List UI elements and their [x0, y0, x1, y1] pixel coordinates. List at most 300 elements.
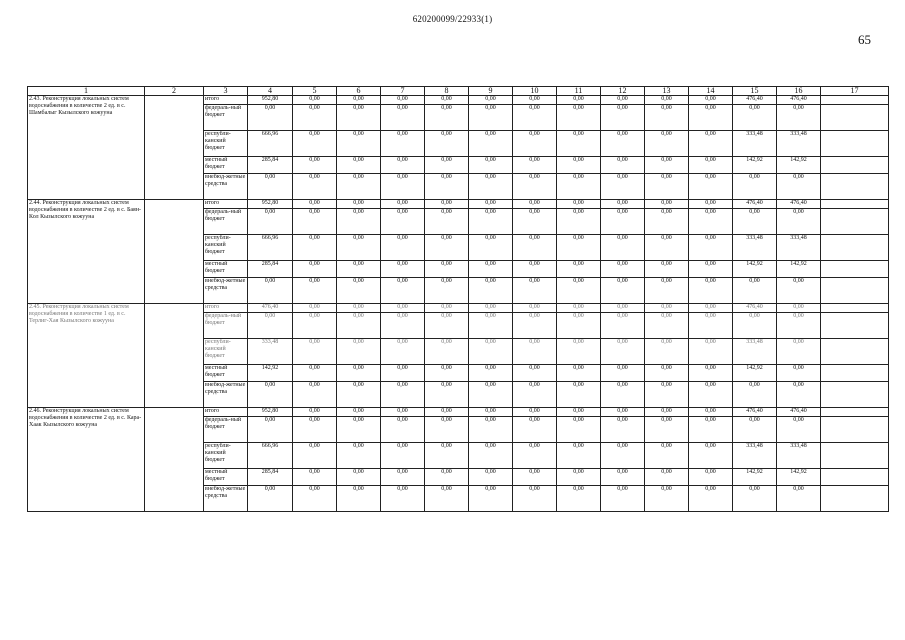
value-cell: 285,84	[248, 157, 293, 174]
value-cell: 0,00	[381, 486, 425, 512]
value-cell: 0,00	[469, 200, 513, 209]
value-cell: 142,92	[777, 261, 821, 278]
value-cell	[821, 261, 889, 278]
value-cell: 0,00	[469, 278, 513, 304]
column-2-cell	[145, 200, 204, 304]
value-cell: 0,00	[645, 365, 689, 382]
column-header-13: 13	[645, 87, 689, 96]
value-cell: 0,00	[425, 131, 469, 157]
value-cell: 142,92	[733, 261, 777, 278]
value-cell: 0,00	[425, 200, 469, 209]
value-cell: 0,00	[248, 278, 293, 304]
value-cell: 0,00	[777, 365, 821, 382]
value-cell: 0,00	[381, 235, 425, 261]
column-header-4: 4	[248, 87, 293, 96]
funding-source: внебюд-жетные средства	[204, 382, 248, 408]
value-cell: 0,00	[381, 105, 425, 131]
value-cell: 0,00	[513, 339, 557, 365]
value-cell	[821, 157, 889, 174]
value-cell: 0,00	[293, 235, 337, 261]
value-cell: 0,00	[777, 339, 821, 365]
value-cell	[821, 408, 889, 417]
value-cell	[821, 131, 889, 157]
value-cell: 476,40	[777, 408, 821, 417]
value-cell: 0,00	[601, 443, 645, 469]
value-cell	[821, 200, 889, 209]
value-cell: 0,00	[689, 365, 733, 382]
value-cell: 0,00	[557, 200, 601, 209]
value-cell: 0,00	[337, 382, 381, 408]
value-cell	[821, 365, 889, 382]
value-cell: 0,00	[381, 365, 425, 382]
table-row	[28, 96, 889, 105]
value-cell: 0,00	[337, 200, 381, 209]
value-cell: 0,00	[557, 209, 601, 235]
value-cell: 0,00	[777, 209, 821, 235]
value-cell: 0,00	[337, 235, 381, 261]
value-cell: 0,00	[381, 261, 425, 278]
value-cell: 476,40	[733, 96, 777, 105]
value-cell: 0,00	[337, 174, 381, 200]
value-cell: 0,00	[513, 417, 557, 443]
value-cell: 0,00	[381, 304, 425, 313]
value-cell: 0,00	[645, 304, 689, 313]
value-cell: 0,00	[777, 417, 821, 443]
value-cell: 0,00	[777, 313, 821, 339]
column-header-2: 2	[145, 87, 204, 96]
value-cell: 0,00	[293, 96, 337, 105]
value-cell: 0,00	[381, 131, 425, 157]
value-cell: 142,92	[777, 469, 821, 486]
value-cell: 0,00	[557, 261, 601, 278]
value-cell: 0,00	[469, 105, 513, 131]
value-cell: 0,00	[645, 235, 689, 261]
value-cell	[821, 313, 889, 339]
value-cell: 285,84	[248, 261, 293, 278]
table-row	[28, 408, 889, 417]
value-cell: 0,00	[293, 408, 337, 417]
value-cell	[821, 235, 889, 261]
value-cell: 0,00	[293, 417, 337, 443]
value-cell: 0,00	[381, 469, 425, 486]
funding-source: внебюд-жетные средства	[204, 278, 248, 304]
value-cell: 0,00	[645, 105, 689, 131]
funding-source: итого	[204, 200, 248, 209]
column-header-5: 5	[293, 87, 337, 96]
value-cell: 0,00	[645, 408, 689, 417]
value-cell: 0,00	[513, 278, 557, 304]
value-cell: 0,00	[469, 313, 513, 339]
value-cell: 476,40	[777, 200, 821, 209]
value-cell: 0,00	[601, 469, 645, 486]
value-cell: 0,00	[293, 304, 337, 313]
value-cell: 333,48	[733, 443, 777, 469]
value-cell: 666,96	[248, 235, 293, 261]
value-cell: 0,00	[469, 443, 513, 469]
value-cell	[821, 443, 889, 469]
value-cell: 0,00	[513, 105, 557, 131]
column-2-cell	[145, 408, 204, 512]
value-cell: 666,96	[248, 443, 293, 469]
value-cell: 0,00	[337, 96, 381, 105]
value-cell: 0,00	[425, 313, 469, 339]
value-cell: 0,00	[557, 131, 601, 157]
column-header-15: 15	[733, 87, 777, 96]
value-cell: 0,00	[601, 417, 645, 443]
event-name: 2.43. Реконструкция локальных систем водоснабжения в количестве 2 ед. в с. Шамбалыг Кызылского кожууна	[28, 96, 145, 200]
value-cell: 0,00	[733, 486, 777, 512]
value-cell: 0,00	[601, 486, 645, 512]
value-cell: 0,00	[425, 304, 469, 313]
value-cell: 0,00	[645, 313, 689, 339]
value-cell: 0,00	[689, 105, 733, 131]
value-cell: 0,00	[513, 131, 557, 157]
value-cell: 0,00	[557, 408, 601, 417]
value-cell: 0,00	[337, 313, 381, 339]
document-id: 620200099/22933(1)	[412, 14, 493, 24]
value-cell: 0,00	[425, 174, 469, 200]
value-cell: 0,00	[293, 443, 337, 469]
value-cell	[821, 174, 889, 200]
value-cell: 333,48	[733, 131, 777, 157]
value-cell	[821, 486, 889, 512]
column-header-9: 9	[469, 87, 513, 96]
value-cell: 0,00	[248, 486, 293, 512]
page-number: 65	[858, 32, 871, 47]
value-cell: 0,00	[248, 105, 293, 131]
value-cell: 476,40	[733, 304, 777, 313]
event-name: 2.46. Реконструкция локальных систем водоснабжения в количестве 2 ед. в с. Кара-Хаак Кызылского кожууна	[28, 408, 145, 512]
value-cell: 0,00	[601, 174, 645, 200]
value-cell: 0,00	[689, 486, 733, 512]
value-cell: 142,92	[733, 365, 777, 382]
funding-source: внебюд-жетные средства	[204, 174, 248, 200]
value-cell: 0,00	[337, 365, 381, 382]
value-cell: 0,00	[645, 96, 689, 105]
value-cell: 333,48	[777, 131, 821, 157]
value-cell: 0,00	[777, 174, 821, 200]
funding-source: местный бюджет	[204, 469, 248, 486]
value-cell: 0,00	[425, 365, 469, 382]
value-cell: 0,00	[513, 313, 557, 339]
value-cell: 0,00	[469, 469, 513, 486]
value-cell: 952,80	[248, 408, 293, 417]
value-cell: 0,00	[248, 382, 293, 408]
value-cell: 0,00	[469, 486, 513, 512]
value-cell: 0,00	[645, 174, 689, 200]
value-cell: 0,00	[425, 443, 469, 469]
funding-source: федераль-ный бюджет	[204, 417, 248, 443]
value-cell: 0,00	[381, 157, 425, 174]
funding-source: местный бюджет	[204, 157, 248, 174]
value-cell: 0,00	[777, 105, 821, 131]
value-cell: 0,00	[645, 417, 689, 443]
value-cell: 0,00	[293, 486, 337, 512]
value-cell: 0,00	[293, 261, 337, 278]
value-cell: 0,00	[337, 105, 381, 131]
value-cell: 0,00	[557, 304, 601, 313]
value-cell: 0,00	[469, 235, 513, 261]
value-cell: 0,00	[601, 96, 645, 105]
value-cell: 0,00	[733, 313, 777, 339]
value-cell: 0,00	[601, 278, 645, 304]
event-name: 2.45. Реконструкция локальных систем водоснабжения в количестве 1 ед. в с. Терлиг-Хая Кызылского кожууна	[28, 304, 145, 408]
value-cell: 0,00	[513, 382, 557, 408]
value-cell: 0,00	[293, 382, 337, 408]
value-cell: 0,00	[381, 408, 425, 417]
value-cell: 0,00	[513, 486, 557, 512]
value-cell: 0,00	[513, 443, 557, 469]
value-cell: 0,00	[557, 278, 601, 304]
value-cell: 0,00	[601, 339, 645, 365]
funding-source: республи-канский бюджет	[204, 443, 248, 469]
value-cell: 0,00	[425, 157, 469, 174]
funding-source: республи-канский бюджет	[204, 339, 248, 365]
value-cell: 0,00	[689, 200, 733, 209]
value-cell: 0,00	[601, 408, 645, 417]
value-cell: 0,00	[469, 209, 513, 235]
value-cell: 0,00	[733, 105, 777, 131]
value-cell: 0,00	[337, 339, 381, 365]
value-cell: 0,00	[469, 382, 513, 408]
value-cell: 0,00	[513, 304, 557, 313]
column-header-14: 14	[689, 87, 733, 96]
value-cell: 0,00	[645, 278, 689, 304]
value-cell: 0,00	[645, 469, 689, 486]
value-cell: 0,00	[733, 174, 777, 200]
value-cell: 0,00	[381, 417, 425, 443]
budget-table	[27, 86, 889, 512]
value-cell: 0,00	[425, 261, 469, 278]
value-cell: 0,00	[381, 443, 425, 469]
value-cell: 0,00	[689, 157, 733, 174]
funding-source: итого	[204, 96, 248, 105]
value-cell: 333,48	[777, 443, 821, 469]
event-name: 2.44. Реконструкция локальных систем водоснабжения в количестве 2 ед. в с. Баян-Кол Кызылского кожууна	[28, 200, 145, 304]
value-cell: 0,00	[293, 365, 337, 382]
column-header-1: 1	[28, 87, 145, 96]
value-cell: 0,00	[513, 174, 557, 200]
value-cell: 0,00	[337, 443, 381, 469]
value-cell: 0,00	[513, 200, 557, 209]
value-cell: 0,00	[557, 486, 601, 512]
value-cell: 0,00	[557, 469, 601, 486]
value-cell: 0,00	[513, 261, 557, 278]
column-header-8: 8	[425, 87, 469, 96]
value-cell: 0,00	[513, 408, 557, 417]
value-cell: 0,00	[513, 235, 557, 261]
value-cell: 0,00	[557, 443, 601, 469]
column-header-10: 10	[513, 87, 557, 96]
value-cell: 0,00	[601, 209, 645, 235]
column-header-11: 11	[557, 87, 601, 96]
value-cell: 333,48	[733, 339, 777, 365]
value-cell: 0,00	[425, 486, 469, 512]
value-cell: 0,00	[689, 235, 733, 261]
value-cell: 0,00	[425, 278, 469, 304]
column-header-6: 6	[337, 87, 381, 96]
value-cell: 0,00	[777, 278, 821, 304]
value-cell: 0,00	[689, 417, 733, 443]
value-cell: 333,48	[733, 235, 777, 261]
value-cell: 0,00	[425, 408, 469, 417]
value-cell: 0,00	[381, 382, 425, 408]
value-cell: 666,96	[248, 131, 293, 157]
value-cell: 0,00	[381, 339, 425, 365]
value-cell: 0,00	[733, 382, 777, 408]
value-cell: 0,00	[469, 261, 513, 278]
value-cell: 0,00	[645, 131, 689, 157]
value-cell: 0,00	[337, 261, 381, 278]
value-cell: 0,00	[337, 131, 381, 157]
value-cell: 0,00	[513, 157, 557, 174]
value-cell: 0,00	[557, 96, 601, 105]
value-cell: 0,00	[425, 105, 469, 131]
value-cell: 0,00	[513, 96, 557, 105]
value-cell: 0,00	[293, 200, 337, 209]
value-cell: 0,00	[513, 365, 557, 382]
column-number-row	[28, 87, 889, 96]
value-cell: 0,00	[293, 313, 337, 339]
value-cell: 0,00	[293, 339, 337, 365]
value-cell: 476,40	[777, 96, 821, 105]
funding-source: местный бюджет	[204, 365, 248, 382]
value-cell: 0,00	[425, 96, 469, 105]
value-cell: 0,00	[337, 469, 381, 486]
value-cell: 0,00	[469, 174, 513, 200]
value-cell: 0,00	[337, 408, 381, 417]
value-cell: 0,00	[645, 157, 689, 174]
value-cell: 0,00	[557, 382, 601, 408]
value-cell: 0,00	[469, 96, 513, 105]
value-cell: 0,00	[425, 339, 469, 365]
table-row	[28, 304, 889, 313]
value-cell	[821, 96, 889, 105]
column-2-cell	[145, 304, 204, 408]
value-cell: 0,00	[557, 365, 601, 382]
value-cell: 0,00	[689, 408, 733, 417]
value-cell: 0,00	[689, 304, 733, 313]
value-cell: 0,00	[601, 382, 645, 408]
value-cell: 0,00	[689, 261, 733, 278]
funding-source: итого	[204, 408, 248, 417]
value-cell: 0,00	[689, 209, 733, 235]
value-cell: 285,84	[248, 469, 293, 486]
column-header-17: 17	[821, 87, 889, 96]
value-cell: 0,00	[689, 174, 733, 200]
value-cell: 0,00	[601, 200, 645, 209]
funding-source: федераль-ный бюджет	[204, 209, 248, 235]
value-cell: 0,00	[645, 486, 689, 512]
value-cell: 0,00	[469, 365, 513, 382]
value-cell: 0,00	[689, 96, 733, 105]
value-cell: 0,00	[601, 261, 645, 278]
value-cell: 0,00	[601, 235, 645, 261]
value-cell: 0,00	[601, 365, 645, 382]
column-header-7: 7	[381, 87, 425, 96]
value-cell: 476,40	[733, 408, 777, 417]
value-cell: 0,00	[293, 469, 337, 486]
value-cell: 0,00	[645, 443, 689, 469]
value-cell: 0,00	[293, 209, 337, 235]
value-cell: 0,00	[689, 278, 733, 304]
value-cell: 0,00	[601, 105, 645, 131]
value-cell: 0,00	[293, 157, 337, 174]
value-cell: 0,00	[381, 200, 425, 209]
value-cell: 476,40	[733, 200, 777, 209]
value-cell: 0,00	[425, 469, 469, 486]
value-cell	[821, 469, 889, 486]
value-cell: 952,80	[248, 96, 293, 105]
funding-source: федераль-ный бюджет	[204, 105, 248, 131]
value-cell: 0,00	[689, 469, 733, 486]
value-cell: 0,00	[337, 304, 381, 313]
value-cell	[821, 339, 889, 365]
value-cell: 0,00	[689, 339, 733, 365]
column-2-cell	[145, 96, 204, 200]
value-cell: 0,00	[469, 304, 513, 313]
value-cell: 0,00	[733, 417, 777, 443]
value-cell: 0,00	[425, 235, 469, 261]
funding-source: республи-канский бюджет	[204, 235, 248, 261]
value-cell: 0,00	[777, 486, 821, 512]
value-cell: 0,00	[381, 313, 425, 339]
value-cell: 0,00	[248, 417, 293, 443]
value-cell: 142,92	[733, 469, 777, 486]
value-cell: 0,00	[645, 200, 689, 209]
value-cell: 0,00	[337, 209, 381, 235]
value-cell	[821, 304, 889, 313]
value-cell: 142,92	[777, 157, 821, 174]
value-cell: 333,48	[777, 235, 821, 261]
value-cell: 0,00	[689, 443, 733, 469]
value-cell: 0,00	[425, 209, 469, 235]
value-cell: 0,00	[513, 209, 557, 235]
column-header-3: 3	[204, 87, 248, 96]
value-cell: 0,00	[601, 157, 645, 174]
column-header-16: 16	[777, 87, 821, 96]
value-cell: 0,00	[293, 105, 337, 131]
value-cell: 0,00	[425, 417, 469, 443]
value-cell: 0,00	[293, 174, 337, 200]
funding-source: федераль-ный бюджет	[204, 313, 248, 339]
value-cell: 0,00	[381, 278, 425, 304]
value-cell: 0,00	[381, 174, 425, 200]
value-cell: 0,00	[557, 417, 601, 443]
funding-source: итого	[204, 304, 248, 313]
value-cell: 0,00	[689, 382, 733, 408]
funding-source: внебюд-жетные средства	[204, 486, 248, 512]
funding-source: местный бюджет	[204, 261, 248, 278]
value-cell: 0,00	[689, 131, 733, 157]
value-cell: 0,00	[601, 131, 645, 157]
value-cell: 0,00	[381, 209, 425, 235]
value-cell: 476,40	[248, 304, 293, 313]
value-cell	[821, 417, 889, 443]
value-cell: 0,00	[469, 131, 513, 157]
value-cell: 0,00	[337, 417, 381, 443]
value-cell: 333,48	[248, 339, 293, 365]
value-cell: 0,00	[777, 304, 821, 313]
value-cell: 0,00	[557, 235, 601, 261]
value-cell: 0,00	[645, 339, 689, 365]
value-cell: 0,00	[469, 408, 513, 417]
value-cell: 0,00	[337, 157, 381, 174]
value-cell: 0,00	[645, 261, 689, 278]
value-cell: 0,00	[469, 339, 513, 365]
value-cell: 0,00	[733, 278, 777, 304]
value-cell: 952,80	[248, 200, 293, 209]
